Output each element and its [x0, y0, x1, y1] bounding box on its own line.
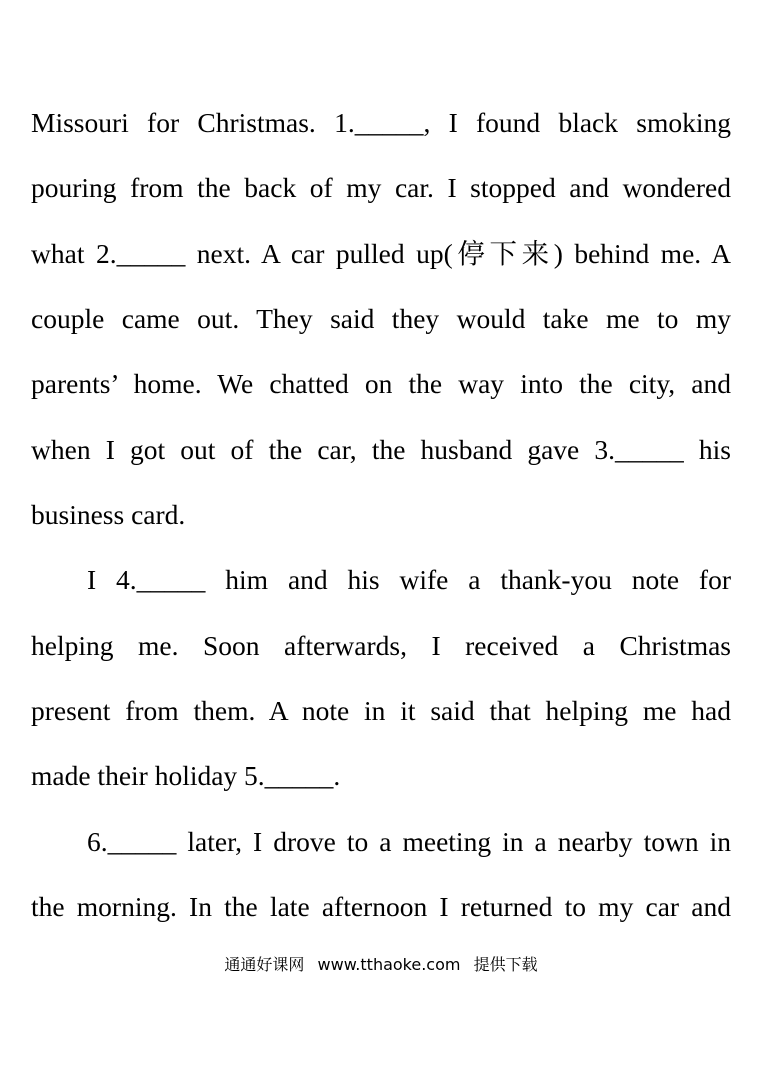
- passage-line-4: couple came out. They said they would take me to my: [31, 303, 731, 334]
- footer-url[interactable]: www.tthaoke.com: [317, 955, 461, 974]
- footer-site-name: 通通好课网: [224, 955, 305, 974]
- passage-line-3: what 2._____ next. A car pulled up(停下来) behind me. A: [31, 238, 731, 269]
- passage-line-9: helping me. Soon afterwards, I received a Christmas: [31, 630, 731, 661]
- passage-line-2: pouring from the back of my car. I stopped and wondered: [31, 172, 731, 203]
- footer-note: 提供下载: [473, 955, 538, 974]
- passage-line-1: Missouri for Christmas. 1._____, I found black smoking: [31, 107, 731, 138]
- passage-line-12: 6._____ later, I drove to a meeting in a nearby town in: [87, 826, 731, 857]
- passage-line-6: when I got out of the car, the husband gave 3._____ his: [31, 434, 731, 465]
- passage-line-5: parents’ home. We chatted on the way into the city, and: [31, 368, 731, 399]
- passage-line-11: made their holiday 5._____.: [31, 760, 341, 791]
- passage-line-8: I 4._____ him and his wife a thank-you note for: [87, 564, 731, 595]
- page-footer: [0, 954, 762, 976]
- passage-line-10: present from them. A note in it said that helping me had: [31, 695, 731, 726]
- passage-line-7: business card.: [31, 499, 186, 530]
- passage-line-13: the morning. In the late afternoon I returned to my car and: [31, 891, 731, 922]
